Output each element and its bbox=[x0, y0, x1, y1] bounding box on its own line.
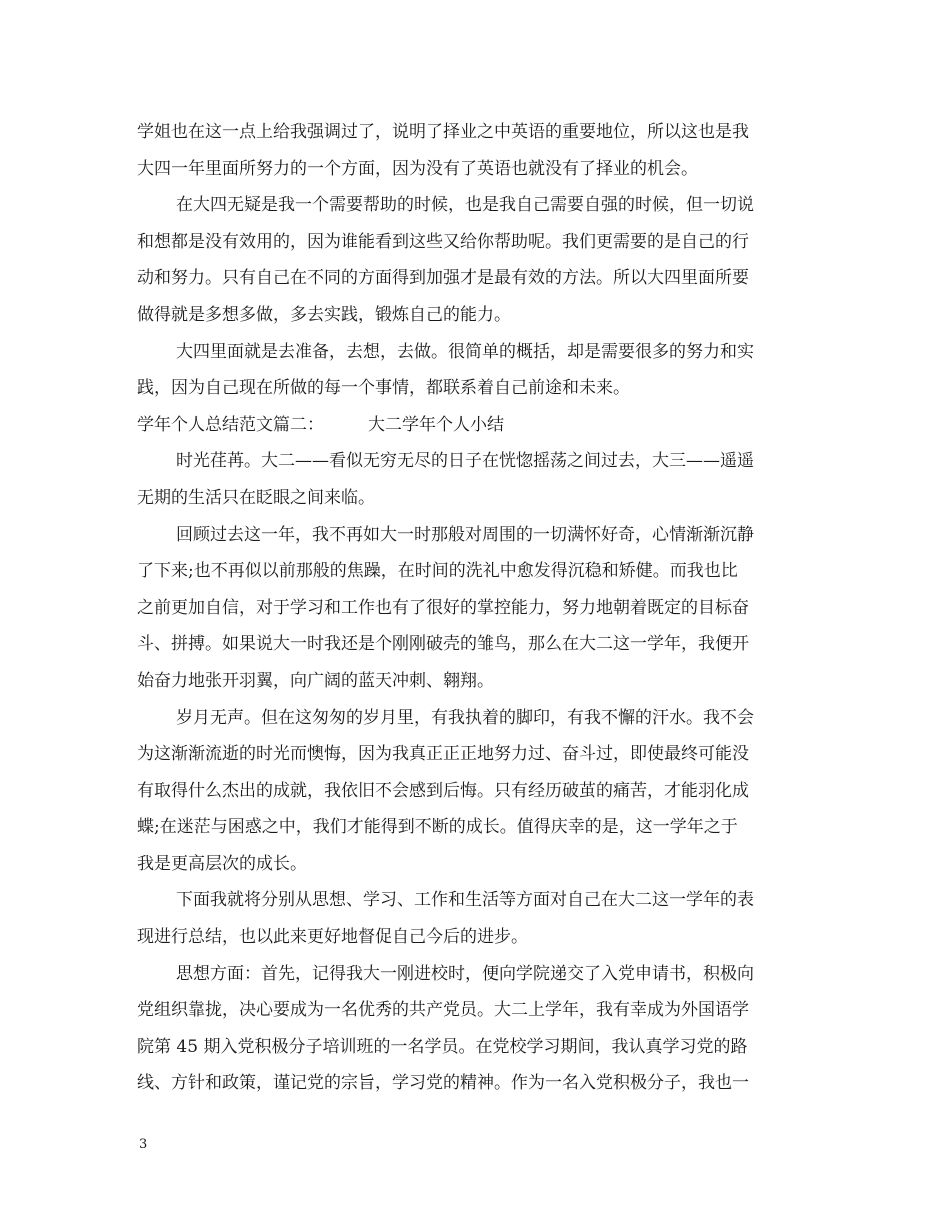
text-line: 为这渐渐流逝的时光而懊悔，因为我真正正正地努力过、奋斗过，即使最终可能没 bbox=[137, 744, 749, 765]
text-line: 时光荏苒。大二——看似无穷无尽的日子在恍惚摇荡之间过去，大三——遥遥 bbox=[176, 451, 754, 472]
text-line: 院第 45 期入党积极分子培训班的一名学员。在党校学习期间，我认真学习党的路 bbox=[137, 1036, 748, 1057]
document-body bbox=[137, 114, 813, 1102]
paragraph bbox=[137, 517, 813, 700]
text-line: 有取得什么杰出的成就，我依旧不会感到后悔。只有经历破茧的痛苦，才能羽化成 bbox=[137, 780, 749, 801]
section-heading bbox=[137, 407, 813, 444]
text-line: 蝶;在迷茫与困惑之中，我们才能得到不断的成长。值得庆幸的是，这一学年之于 bbox=[137, 817, 738, 838]
text-line: 党组织靠拢，决心要成为一名优秀的共产党员。大二上学年，我有幸成为外国语学 bbox=[137, 1000, 749, 1021]
text-line: 岁月无声。但在这匆匆的岁月里，有我执着的脚印，有我不懈的汗水。我不会 bbox=[176, 707, 754, 728]
text-line: 做得就是多想多做，多去实践，锻炼自己的能力。 bbox=[137, 304, 511, 325]
text-line: 之前更加自信，对于学习和工作也有了很好的掌控能力，努力地朝着既定的目标奋 bbox=[137, 597, 749, 618]
text-line: 学姐也在这一点上给我强调过了，说明了择业之中英语的重要地位，所以这也是我 bbox=[137, 122, 749, 142]
text-line: 我是更高层次的成长。 bbox=[137, 853, 307, 874]
text-line: 线、方针和政策，谨记党的宗旨，学习党的精神。作为一名入党积极分子，我也一 bbox=[137, 1073, 749, 1094]
text-line: 动和努力。只有自己在不同的方面得到加强才是最有效的方法。所以大四里面所要 bbox=[137, 268, 749, 289]
heading-title: 大二学年个人小结 bbox=[368, 414, 504, 435]
text-line: 在大四无疑是我一个需要帮助的时候，也是我自己需要自强的时候，但一切说 bbox=[176, 195, 754, 216]
paragraph bbox=[137, 882, 813, 955]
paragraph bbox=[137, 334, 813, 407]
page-number: 3 bbox=[139, 1137, 148, 1152]
text-line: 回顾过去这一年，我不再如大一时那般对周围的一切满怀好奇，心情渐渐沉静 bbox=[176, 524, 754, 545]
text-line: 大四里面就是去准备，去想，去做。很简单的概括，却是需要很多的努力和实 bbox=[176, 341, 754, 362]
paragraph bbox=[137, 114, 813, 187]
text-line: 始奋力地张开羽翼，向广阔的蓝天冲刺、翱翔。 bbox=[137, 670, 494, 691]
text-line: 斗、拼搏。如果说大一时我还是个刚刚破壳的雏鸟，那么在大二这一学年，我便开 bbox=[137, 634, 749, 655]
heading-prefix: 学年个人总结范文篇二： bbox=[137, 414, 324, 435]
text-line: 无期的生活只在眨眼之间来临。 bbox=[137, 487, 375, 508]
text-line: 思想方面：首先，记得我大一刚进校时，便向学院递交了入党申请书，积极向 bbox=[176, 963, 754, 984]
text-line: 了下来;也不再似以前那般的焦躁，在时间的洗礼中愈发得沉稳和矫健。而我也比 bbox=[137, 561, 738, 582]
text-line: 和想都是没有效用的，因为谁能看到这些又给你帮助呢。我们更需要的是自己的行 bbox=[137, 231, 749, 252]
text-line: 大四一年里面所努力的一个方面，因为没有了英语也就没有了择业的机会。 bbox=[137, 158, 698, 179]
paragraph bbox=[137, 956, 813, 1102]
text-line: 践，因为自己现在所做的每一个事情，都联系着自己前途和未来。 bbox=[137, 378, 630, 399]
text-line: 现进行总结，也以此来更好地督促自己今后的进步。 bbox=[137, 927, 528, 948]
paragraph bbox=[137, 700, 813, 883]
text-line: 下面我就将分别从思想、学习、工作和生活等方面对自己在大二这一学年的表 bbox=[176, 890, 754, 911]
paragraph bbox=[137, 187, 813, 333]
paragraph bbox=[137, 443, 813, 516]
